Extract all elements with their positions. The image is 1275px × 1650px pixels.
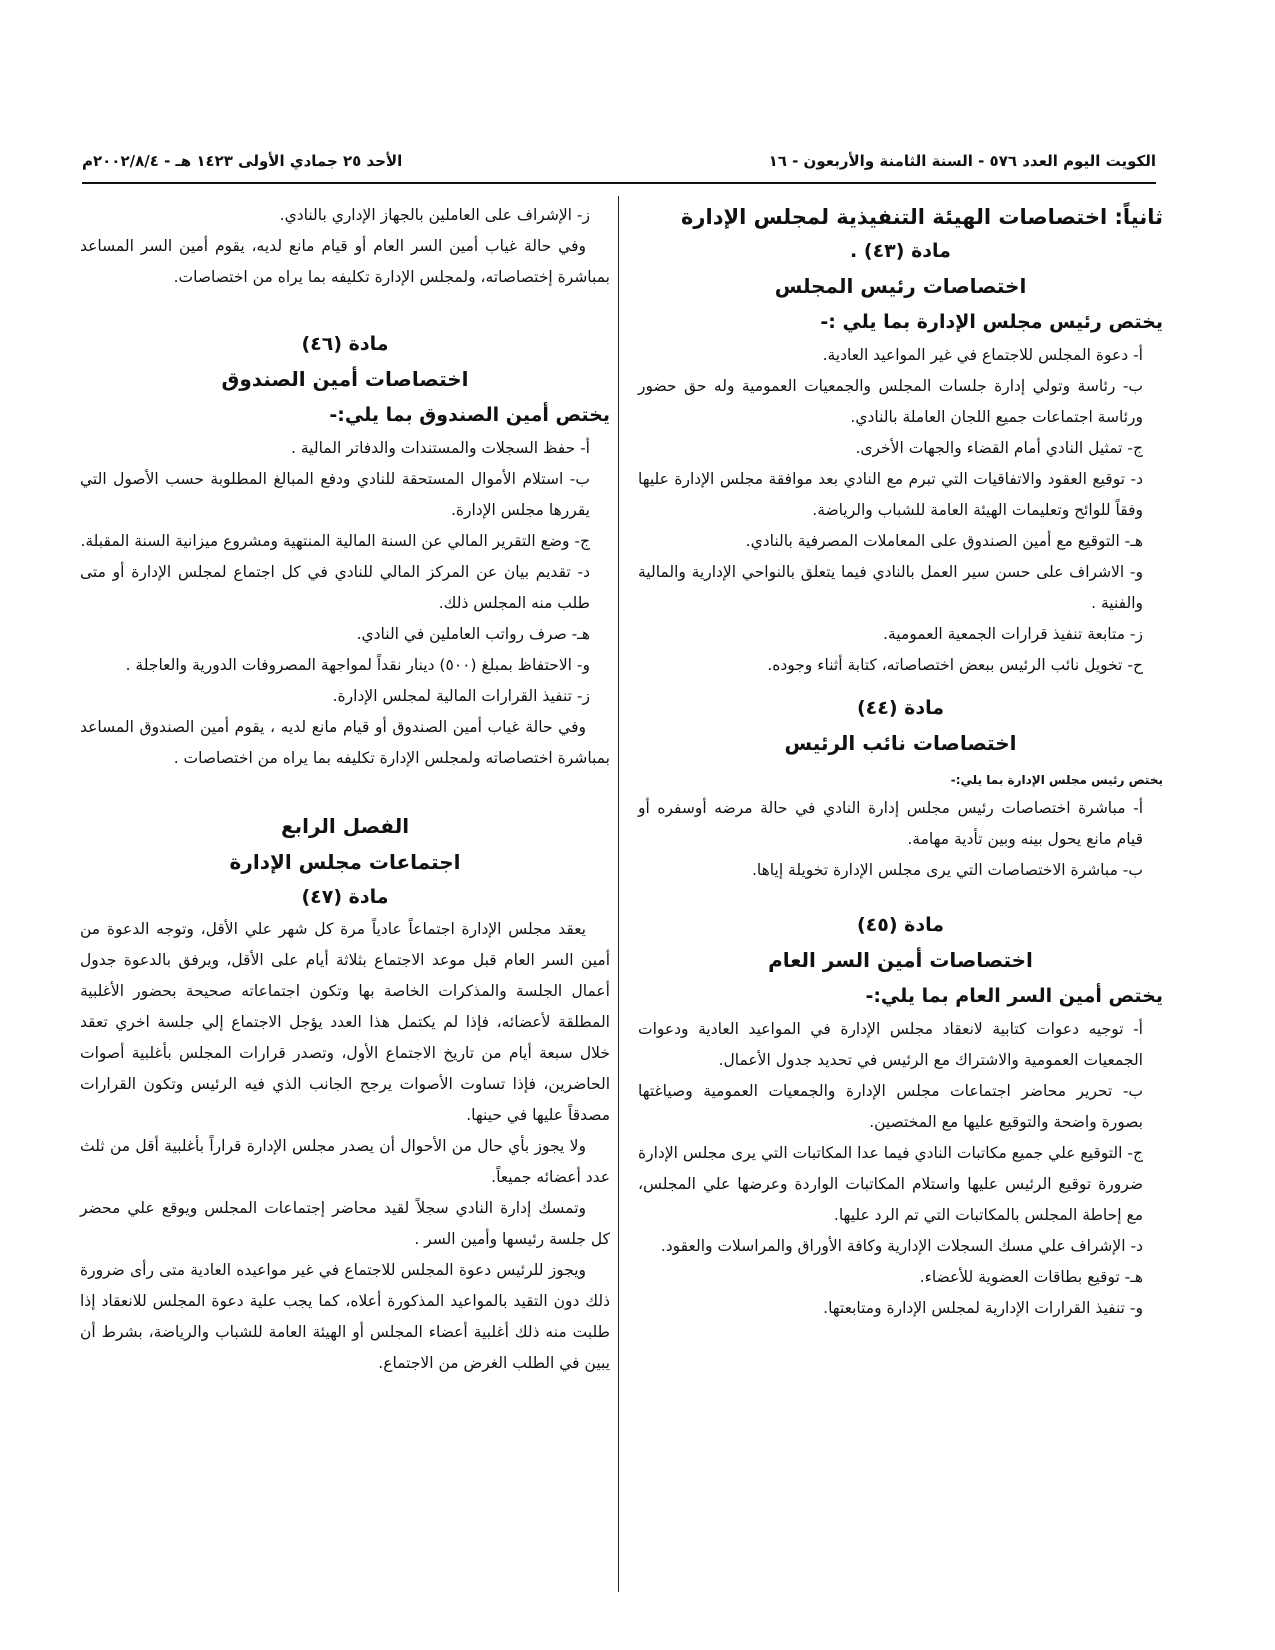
article-44-subtitle: اختصاصات نائب الرئيس [784,731,1017,755]
article-43-subtitle: اختصاصات رئيس المجلس [774,274,1027,298]
list-item: د- توقيع العقود والاتفاقيات التي تبرم مع النادي بعد موافقة مجلس الإدارة عليها وفقاً للوائح وتعليمات الهيئة العامة للشباب والرياضة. [638,470,1143,519]
right-column [638,200,1163,1324]
list-item: و- الاشراف على حسن سير العمل بالنادي فيما يتعلق بالنواحي الإدارية والمالية والفنية . [638,563,1143,612]
paragraph: وفي حالة غياب أمين السر العام أو قيام مانع لديه، يقوم أمين السر المساعد بمباشرة إختصاصاته، ولمجلس الإدارة تكليفه بما يراه من اختصاصات. [80,237,610,286]
article-45-lead: يختص أمين السر العام بما يلي:- [865,985,1163,1007]
list-item: ج- تمثيل النادي أمام القضاء والجهات الأخرى. [855,439,1143,457]
header-divider [82,182,1156,184]
article-46-number: مادة (٤٦) [301,333,389,355]
article-44-number: مادة (٤٤) [856,697,945,719]
list-item: د- تقديم بيان عن المركز المالي للنادي في كل اجتماع لمجلس الإدارة أو متى طلب منه المجلس ذلك. [80,563,590,612]
chapter-title: الفصل الرابع [280,814,410,838]
list-item: هـ- توقيع بطاقات العضوية للأعضاء. [919,1268,1143,1286]
list-item: ب- مباشرة الاختصاصات التي يرى مجلس الإدارة تخويلة إياها. [751,861,1143,879]
list-item: هـ- صرف رواتب العاملين في النادي. [356,625,590,643]
paragraph: ويجوز للرئيس دعوة المجلس للاجتماع في غير مواعيده العادية متى رأى ضرورة ذلك دون التقيد بالمواعيد المذكورة أعلاه، كما يجب علية دعوة المجلس للانعقاد إذا طلبت منه ذلك أغلبية أعضاء المجلس أو الهيئة العامة للشباب والرياضة، بشرط أن يبين في الطلب الغرض من الاجتماع. [80,1261,610,1372]
list-item: و- الاحتفاظ بمبلغ (٥٠٠) دينار نقداً لمواجهة المصروفات الدورية والعاجلة . [125,656,590,674]
page-header [82,152,1156,180]
paragraph: ولا يجوز بأي حال من الأحوال أن يصدر مجلس الإدارة قراراً بأغلبية أقل من ثلث عدد أعضائه جميعاً. [80,1137,610,1186]
header-date: الأحد ٢٥ جمادي الأولى ١٤٢٣ هـ - ٢٠٠٢/٨/٤م [82,152,403,170]
list-item: ج- التوقيع علي جميع مكاتبات النادي فيما عدا المكاتبات التي يرى مجلس الإدارة ضرورة توقيع الرئيس عليها واستلام المكاتبات الواردة وعرضها علي المجلس، مع إحاطة المجلس بالمكاتبات التي تم الرد عليها. [638,1144,1143,1224]
list-item: أ- حفظ السجلات والمستندات والدفاتر المالية . [291,439,590,457]
paragraph: يعقد مجلس الإدارة اجتماعاً عادياً مرة كل شهر علي الأقل، وتوجه الدعوة من أمين السر العام قبل موعد الاجتماع بثلاثة أيام على الأقل، ويرفق بالدعوة جدول أعمال الجلسة والمذكرات الخاصة بها وتكون اجتماعاته صحيحة بحضور الأغلبية المطلقة لأعضائه، فإذا لم يكتمل هذا العدد يؤجل الاجتماع إلي جلسة اخري تعقد خلال سبعة أيام من تاريخ الاجتماع الأول، وتصدر قرارات المجلس بأغلبية أصوات الحاضرين، فإذا تساوت الأصوات يرجح الجانب الذي فيه الرئيس وتكون القرارات مصدقاً عليها في حينها. [80,920,610,1124]
list-item: ز- تنفيذ القرارات المالية لمجلس الإدارة. [332,687,590,705]
paragraph: وفي حالة غياب أمين الصندوق أو قيام مانع لديه ، يقوم أمين الصندوق المساعد بمباشرة اختصاصاته ولمجلس الإدارة تكليفه بما يراه من اختصاصات . [80,718,610,767]
list-item: ح- تخويل نائب الرئيس ببعض اختصاصاته، كتابة أثناء وجوده. [767,656,1143,674]
list-item: أ- دعوة المجلس للاجتماع في غير المواعيد العادية. [822,346,1143,364]
list-item: ز- الإشراف على العاملين بالجهاز الإداري بالنادي. [279,206,590,224]
list-item: ج- وضع التقرير المالي عن السنة المالية المنتهية ومشروع ميزانية السنة المقبلة. [80,532,590,550]
article-44-lead: يختص رئيس مجلس الإدارة بما يلي:- [950,773,1163,787]
header-issue-info: الكويت اليوم العدد ٥٧٦ - السنة الثامنة والأربعون - ١٦ [768,152,1156,170]
column-divider [618,196,619,1592]
list-item: و- تنفيذ القرارات الإدارية لمجلس الإدارة ومتابعتها. [823,1299,1143,1317]
list-item: ب- رئاسة وتولي إدارة جلسات المجلس والجمعيات العمومية وله حق حضور ورئاسة اجتماعات جميع اللجان العاملة بالنادي. [638,377,1143,426]
chapter-subtitle: اجتماعات مجلس الإدارة [229,850,461,874]
list-item: ب- استلام الأموال المستحقة للنادي ودفع المبالغ المطلوبة حسب الأصول التي يقررها مجلس الإدارة. [80,470,590,519]
list-item: ز- متابعة تنفيذ قرارات الجمعية العمومية. [883,625,1143,643]
left-column [80,200,610,1379]
paragraph: وتمسك إدارة النادي سجلاً لقيد محاضر إجتماعات المجلس ويوقع علي محضر كل جلسة رئيسها وأمين السر . [80,1199,610,1248]
article-47-number: مادة (٤٧) [301,886,389,908]
list-item: ب- تحرير محاضر اجتماعات مجلس الإدارة والجمعيات العمومية وصياغتها بصورة واضحة والتوقيع عليها مع المختصين. [638,1082,1143,1131]
article-45-subtitle: اختصاصات أمين السر العام [768,948,1033,972]
list-item: أ- مباشرة اختصاصات رئيس مجلس إدارة النادي في حالة مرضه أوسفره أو قيام مانع يحول بينه وبين تأدية مهامة. [638,799,1143,848]
article-45-number: مادة (٤٥) [856,914,945,936]
article-46-subtitle: اختصاصات أمين الصندوق [221,367,469,391]
list-item: أ- توجيه دعوات كتابية لانعقاد مجلس الإدارة في المواعيد العادية ودعوات الجمعيات العمومية والاشتراك مع الرئيس في تحديد جدول الأعمال. [638,1020,1143,1069]
list-item: د- الإشراف علي مسك السجلات الإدارية وكافة الأوراق والمراسلات والعقود. [660,1237,1143,1255]
article-43-number: مادة (٤٣) . [850,240,951,262]
section-title: ثانياً: اختصاصات الهيئة التنفيذية لمجلس الإدارة [681,205,1163,229]
list-item: هـ- التوقيع مع أمين الصندوق على المعاملات المصرفية بالنادي. [745,532,1143,550]
article-43-lead: يختص رئيس مجلس الإدارة بما يلي :- [820,311,1163,333]
article-46-lead: يختص أمين الصندوق بما يلي:- [329,404,610,426]
